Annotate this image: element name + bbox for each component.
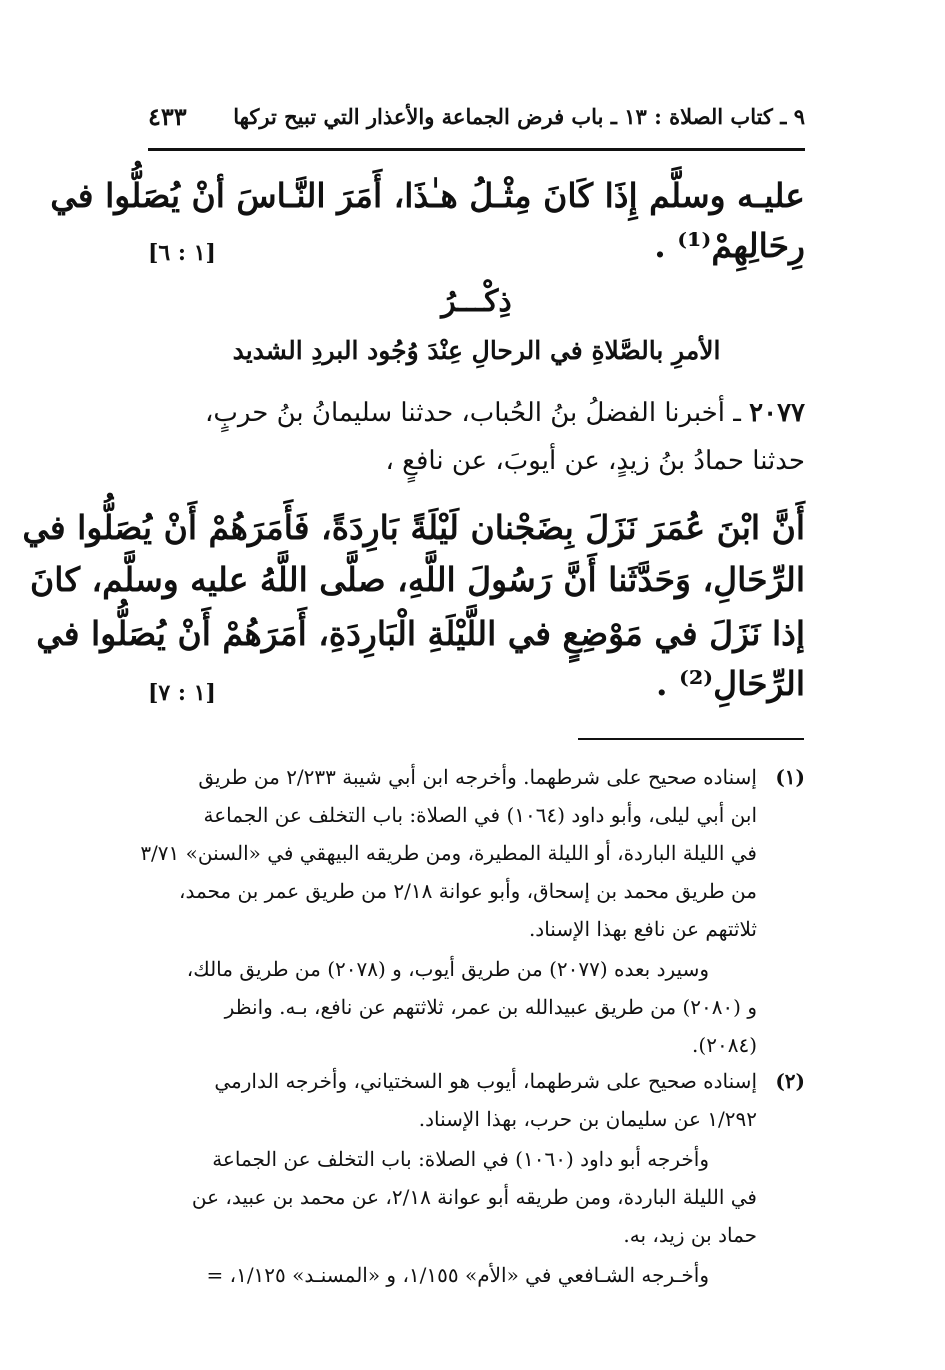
hadith-isnad-line: حدثنا حمادُ بنُ زيدٍ، عن أيوبَ، عن نافعٍ ، [385,446,805,476]
page-number: ٤٣٣ [148,102,187,131]
footnote-line: من طريق محمد بن إسحاق، وأبو عوانة ٢/١٨ من طريق عمر بن محمد، [179,879,757,903]
matn-line: الرِّحَالِ⁽²⁾ . [656,664,805,703]
footnote-line: حماد بن زيد، به. [623,1223,757,1247]
footnote-line: في الليلة الباردة، ومن طريقه أبو عوانة ٢/١٨، عن محمد بن عبيد، عن [191,1185,757,1209]
passage-line: عليـه وسلَّم إِذَا كَانَ مِثْـلُ هـٰذَا، أَمَرَ النَّـاسَ أنْ يُصَلُّوا في [50,176,805,215]
footnote-line: (٢٠٨٤). [692,1033,757,1057]
footnote-1 [140,758,805,1058]
footnote-line: و (٢٠٨٠) من طريق عبيدالله بن عمر، ثلاثتهم عن نافع، بـه. وانظر [224,995,757,1019]
hadith-number: ٢٠٧٧ [749,398,805,428]
running-header [148,100,805,136]
section-subtitle: الأمرِ بالصَّلاةِ في الرحالِ عِنْدَ وُجُود البردِ الشديد [232,336,721,365]
passage-line: رِحَالِهِمْ⁽¹⁾ . [654,226,805,265]
footnote-marker: (٢) [775,1069,805,1093]
footnote-2 [148,1062,805,1302]
footnote-marker: (١) [775,765,805,789]
footnote-line: وسيرد بعده (٢٠٧٧) من طريق أيوب، و (٢٠٧٨) من طريق مالك، [186,957,709,981]
footnote-line: في الليلة الباردة، أو الليلة المطيرة، ومن طريقه البيهقي في «السنن» ٣/٧١ [140,841,757,865]
footnote-line: إسناده صحيح على شرطهما، أيوب هو السختياني، وأخرجه الدارمي [214,1069,757,1093]
matn-line: أَنَّ ابْنَ عُمَرَ نَزَلَ بِضَجْنان لَيْلَةً بَارِدَةً، فَأَمَرَهُمْ أَنْ يُصَلُّوا في [22,508,805,547]
matn-line: الرِّحَالِ، وَحَدَّثَنا أَنَّ رَسُولَ اللَّهِ، صلَّى اللَّهُ عليه وسلَّم، كانَ [30,560,805,599]
footnote-line: وأخـرجه الشـافعي في «الأم» ١/١٥٥، و «المسنـد» ١/١٢٥، = [206,1263,709,1287]
hadith-isnad-line [148,398,805,428]
hadith-citation: [١ : ٦] [148,240,216,266]
header-rule [148,148,805,151]
hadith-citation: [١ : ٧] [148,680,216,706]
isnad-text: ـ أخبرنا الفضلُ بنُ الحُباب، حدثنا سليمانُ بنُ حربٍ، [205,398,741,428]
footnote-rule [578,738,804,740]
footnote-line: وأخرجه أبو داود (١٠٦٠) في الصلاة: باب التخلف عن الجماعة [212,1147,709,1171]
footnote-line: ١/٢٩٢ عن سليمان بن حرب، بهذا الإسناد. [418,1107,757,1131]
matn-line: إذا نَزَلَ في مَوْضِعٍ في اللَّيْلَةِ الْبَارِدَةِ، أَمَرَهُمْ أَنْ يُصَلُّوا في [36,614,805,653]
section-title: ذِكْـــرُ [441,284,512,319]
footnote-line: ثلاثتهم عن نافع بهذا الإسناد. [528,917,757,941]
footnote-line: إسناده صحيح على شرطهما. وأخرجه ابن أبي شيبة ٢/٢٣٣ من طريق [198,765,757,789]
chapter-title: ٩ ـ كتاب الصلاة : ١٣ ـ باب فرض الجماعة والأعذار التي تبيح تركها [233,104,805,129]
footnote-line: ابن أبي ليلى، وأبو داود (١٠٦٤) في الصلاة: باب التخلف عن الجماعة [203,803,757,827]
